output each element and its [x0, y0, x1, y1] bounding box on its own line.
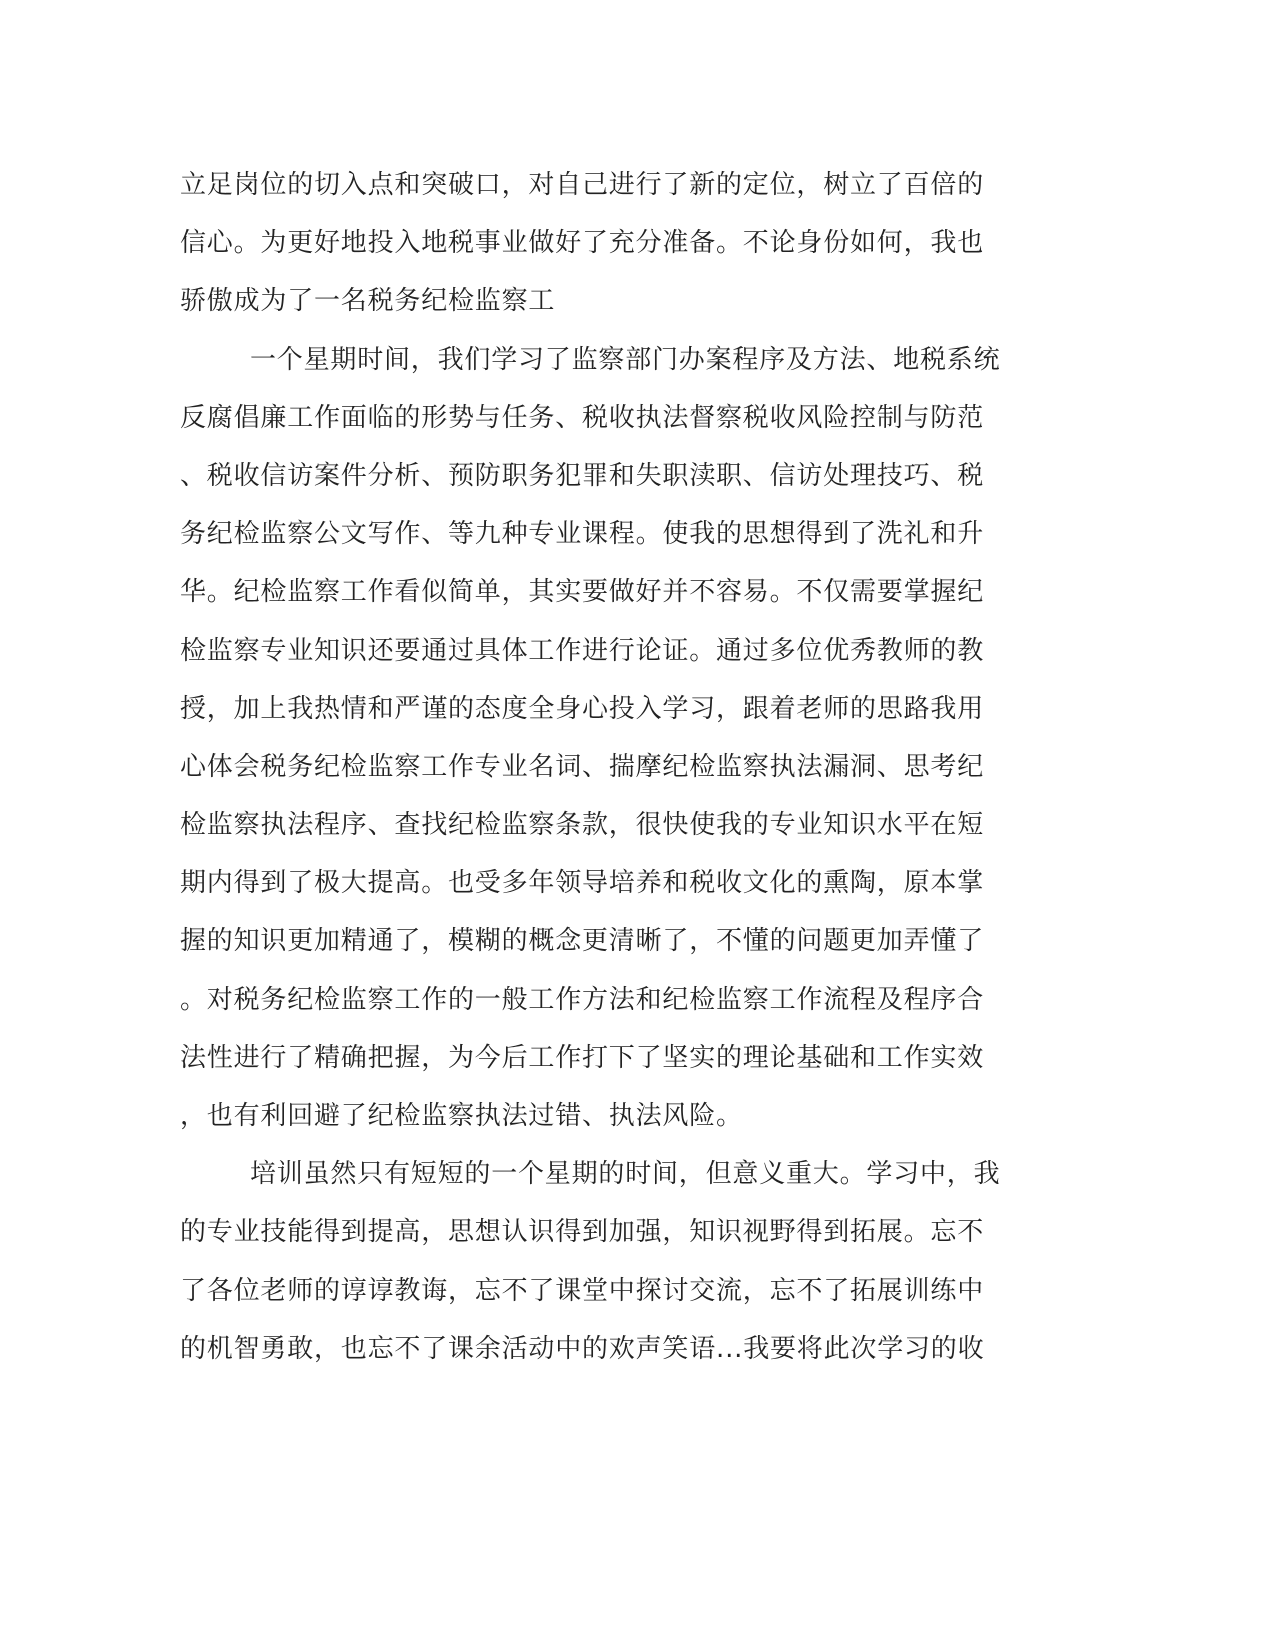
text-line: 骄傲成为了一名税务纪检监察工 [180, 286, 556, 317]
text-line: 。对税务纪检监察工作的一般工作方法和纪检监察工作流程及程序合 [180, 984, 985, 1015]
text-line: 检监察执法程序、查找纪检监察条款，很快使我的专业知识水平在短 [180, 810, 985, 841]
text-line: 心体会税务纪检监察工作专业名词、揣摩纪检监察执法漏洞、思考纪 [180, 751, 985, 782]
text-line: 、税收信访案件分析、预防职务犯罪和失职渎职、信访处理技巧、税 [180, 460, 985, 491]
text-line: 反腐倡廉工作面临的形势与任务、税收执法督察税收风险控制与防范 [180, 402, 985, 433]
text-line: 务纪检监察公文写作、等九种专业课程。使我的思想得到了洗礼和升 [180, 519, 985, 550]
body-text [180, 156, 1030, 1378]
text-line: 检监察专业知识还要通过具体工作进行论证。通过多位优秀教师的教 [180, 635, 985, 666]
text-line: 华。纪检监察工作看似简单，其实要做好并不容易。不仅需要掌握纪 [180, 577, 985, 608]
text-line: 了各位老师的谆谆教诲，忘不了课堂中探讨交流，忘不了拓展训练中 [180, 1275, 985, 1306]
text-line: ，也有利回避了纪检监察执法过错、执法风险。 [180, 1101, 743, 1131]
text-line: 握的知识更加精通了，模糊的概念更清晰了，不懂的问题更加弄懂了 [180, 926, 985, 957]
paragraph-start-line: 一个星期时间，我们学习了监察部门办案程序及方法、地税系统 [250, 344, 1001, 375]
text-line: 授，加上我热情和严谨的态度全身心投入学习，跟着老师的思路我用 [180, 693, 985, 724]
text-line: 信心。为更好地投入地税事业做好了充分准备。不论身份如何，我也 [180, 228, 985, 259]
paragraph-start-line: 培训虽然只有短短的一个星期的时间，但意义重大。学习中，我 [250, 1159, 1001, 1190]
text-line: 法性进行了精确把握，为今后工作打下了坚实的理论基础和工作实效 [180, 1042, 985, 1073]
text-line: 的专业技能得到提高，思想认识得到加强，知识视野得到拓展。忘不 [180, 1217, 985, 1248]
text-line: 的机智勇敢，也忘不了课余活动中的欢声笑语...我要将此次学习的收 [180, 1333, 985, 1364]
text-line: 期内得到了极大提高。也受多年领导培养和税收文化的熏陶，原本掌 [180, 868, 985, 899]
text-line: 立足岗位的切入点和突破口，对自己进行了新的定位，树立了百倍的 [180, 170, 985, 200]
